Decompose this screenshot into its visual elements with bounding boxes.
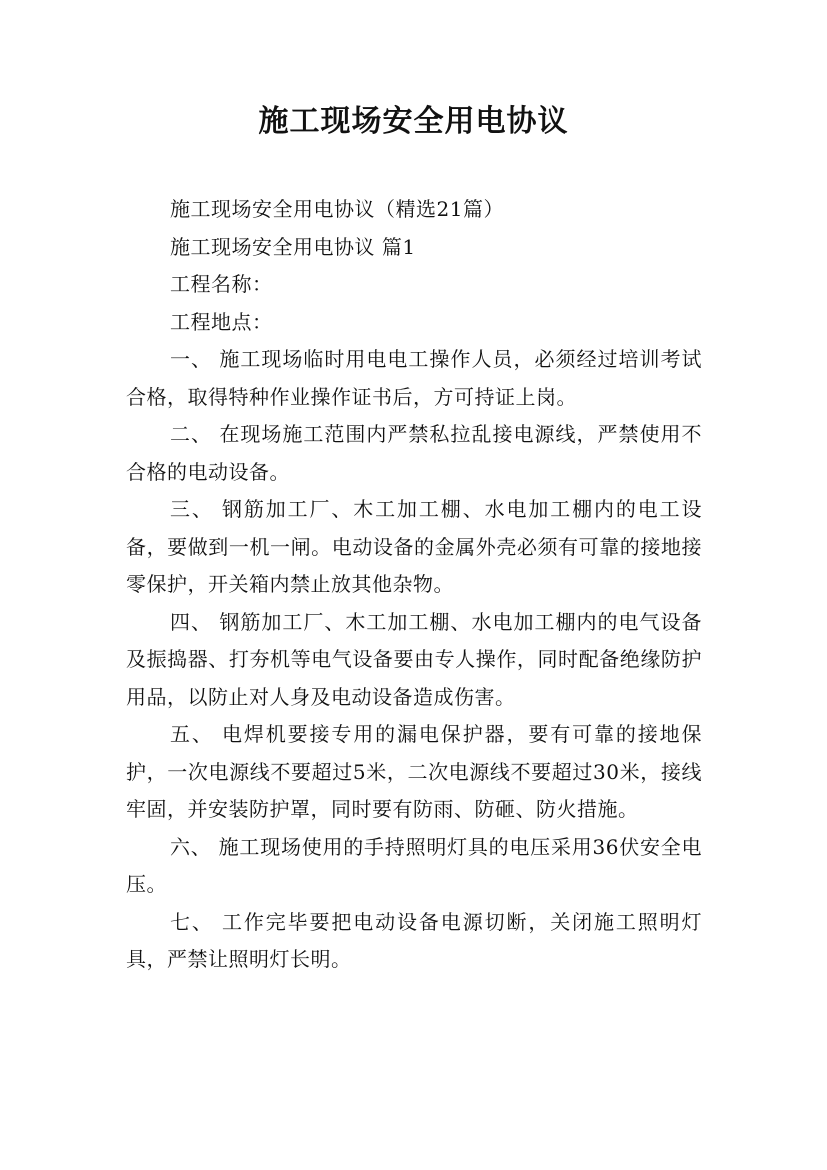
paragraph-project-name: 工程名称： <box>170 272 273 296</box>
paragraph-clause-7: 七、 工作完毕要把电动设备电源切断，关闭施工照明灯具，严禁让照明灯长明。 <box>126 909 702 971</box>
paragraph-section-heading: 施工现场安全用电协议 篇1 <box>170 234 416 259</box>
paragraph-subtitle: 施工现场安全用电协议（精选21篇） <box>170 197 504 221</box>
paragraph-clause-4: 四、 钢筋加工厂、木工加工棚、水电加工棚内的电气设备及振捣器、打夯机等电气设备要由专人操作，同时配备绝缘防护用品，以防止对人身及电动设备造成伤害。 <box>126 609 702 709</box>
document-body <box>126 191 702 979</box>
paragraph-clause-3: 三、 钢筋加工厂、木工加工棚、水电加工棚内的电工设备，要做到一机一闸。电动设备的金属外壳必须有可靠的接地接零保护，开关箱内禁止放其他杂物。 <box>126 497 702 596</box>
paragraph-clause-1: 一、 施工现场临时用电电工操作人员，必须经过培训考试合格，取得特种作业操作证书后，方可持证上岗。 <box>126 347 702 409</box>
paragraph-clause-6: 六、 施工现场使用的手持照明灯具的电压采用36伏安全电压。 <box>126 834 702 896</box>
paragraph-clause-5: 五、 电焊机要接专用的漏电保护器，要有可靠的接地保护，一次电源线不要超过5米，二次电源线不要超过30米，接线牢固，并安装防护罩，同时要有防雨、防砸、防火措施。 <box>126 722 702 821</box>
document-title: 施工现场安全用电协议 <box>258 104 569 139</box>
paragraph-clause-2: 二、 在现场施工范围内严禁私拉乱接电源线，严禁使用不合格的电动设备。 <box>126 422 702 484</box>
paragraph-project-location: 工程地点： <box>170 309 273 334</box>
